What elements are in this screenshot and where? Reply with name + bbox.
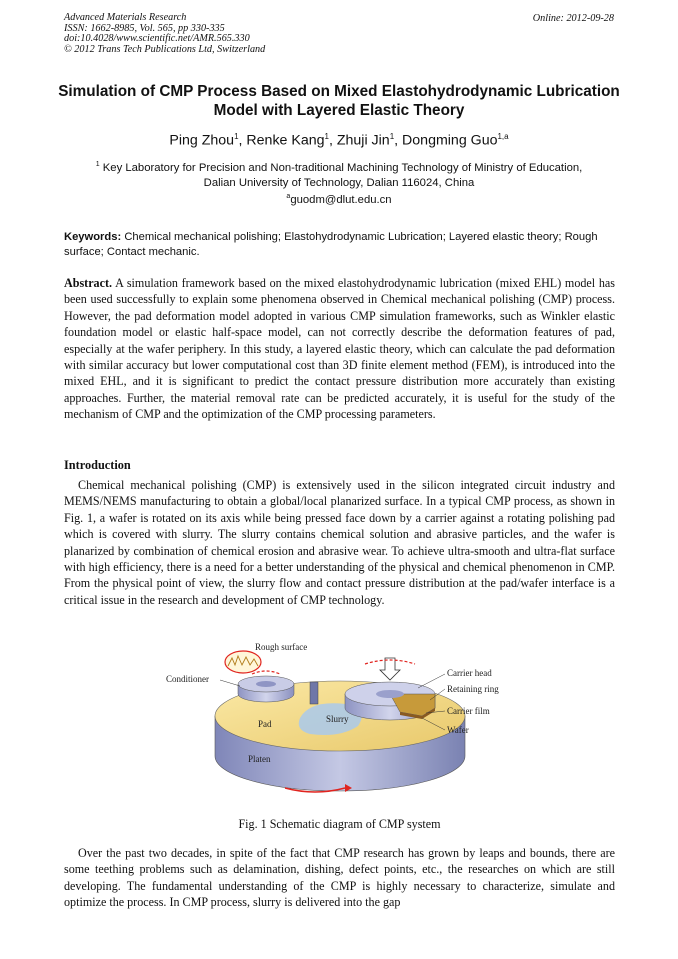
affiliation-line-1: Key Laboratory for Precision and Non-traditional Machining Technology of Ministry of Education, — [102, 161, 583, 174]
journal-issn: ISSN: 1662-8985, Vol. 565, pp 330-335 — [64, 22, 225, 34]
abstract-text: A simulation framework based on the mixed elastohydrodynamic lubrication (mixed EHL) model has been used successfully to explain some phenomena observed in Chemical mechanical polishing (CMP) process. However, the pad deformation model adopted in various CMP simulation frameworks, such as Winkler elastic foundation model or elastic half-space model, can not correctly describe the deformation features of pad, especially at the wafer periphery. In this study, a layered elastic theory, which can calculate the pad deformation with similar accuracy but lower computational cost than 3D finite element method (FEM), is introduced into the mixed EHL, and it is significant to predict the contact pressure distribution more accurately than existing approaches. Further, the material removal rate can be predicted accurately, it is useful for the study of the mechanism of CMP and the optimization of the CMP processing parameters. — [64, 276, 615, 422]
author-name: Renke Kang — [246, 132, 325, 149]
author-name: Ping Zhou — [169, 132, 235, 149]
rotation-arrow-icon — [252, 671, 280, 674]
author-list: Ping Zhou$^1$, Renke Kang$^1$, Zhuji Jin$^1$, Dongming Guo$^{1,a}$ — [169, 132, 509, 149]
author-name: Dongming Guo — [402, 132, 498, 149]
abstract-label: Abstract. — [64, 276, 113, 290]
intro-paragraph-2: Over the past two decades, in spite of the fact that CMP research has grown by leaps and bounds, there are some teething problems such as delamination, dishing, defect points, etc., the researches on which are still developing. The fundamental understanding of the CMP is highly necessary to characterize, simulate and optimize the process. In CMP process, slurry is delivered into the gap — [64, 846, 615, 910]
slurry-nozzle — [310, 682, 318, 704]
online-date: Online: 2012-09-28 — [532, 13, 614, 24]
email-address: guodm@dlut.edu.cn — [290, 193, 392, 206]
label-rough-surface: Rough surface — [255, 642, 308, 652]
label-retaining-ring: Retaining ring — [447, 684, 499, 694]
keywords — [64, 230, 616, 260]
label-wafer: Wafer — [447, 725, 469, 735]
author-affiliation-sup: 1 — [389, 132, 395, 141]
affiliation-sup: 1 — [95, 161, 100, 168]
author-affiliation-sup: 1,a — [497, 132, 509, 141]
label-slurry: Slurry — [326, 714, 349, 724]
label-pad: Pad — [258, 719, 272, 729]
journal-doi: doi:10.4028/www.scientific.net/AMR.565.330 — [64, 33, 250, 45]
keywords-text: Chemical mechanical polishing; Elastohydrodynamic Lubrication; Layered elastic theory; Rough surface; Contact mechanic. — [64, 231, 598, 258]
keywords-label: Keywords: — [64, 231, 122, 243]
abstract — [64, 275, 615, 423]
section-heading-introduction: Introduction — [64, 458, 131, 472]
label-carrier-head: Carrier head — [447, 668, 492, 678]
email-sup: a — [286, 193, 291, 200]
conditioner-hub — [256, 681, 276, 687]
label-carrier-film: Carrier film — [447, 706, 490, 716]
press-arrow-icon — [380, 658, 400, 680]
intro-paragraph-1: Chemical mechanical polishing (CMP) is extensively used in the silicon integrated circuit industry and MEMS/NEMS manufacturing to obtain a global/local planarized surface. In a typical CMP process, as shown in Fig. 1, a wafer is rotated on its axis while being pressed face down by a carrier against a rotating polishing pad which is covered with slurry. The slurry contains chemical solution and abrasive particles, and the wafer is planarized by combination of chemical erosion and abrasive wear. To achieve ultra-smooth and ultra-flat surface with high efficiency, there is a need for a better understanding of the physical and chemical phenomenon in CMP. From the physical point of view, the slurry flow and contact pressure distribution at the pad/wafer interface is a critical issue in the research and development of CMP technology. — [64, 478, 615, 607]
journal-header — [64, 13, 265, 55]
label-conditioner: Conditioner — [166, 674, 209, 684]
label-platen: Platen — [248, 754, 271, 764]
journal-copyright: © 2012 Trans Tech Publications Ltd, Switzerland — [64, 43, 266, 55]
cmp-schematic-figure — [160, 638, 520, 806]
author-email — [40, 193, 638, 206]
affiliation — [40, 157, 638, 191]
carrier-head-hub — [376, 690, 404, 698]
author-name: Zhuji Jin — [336, 132, 390, 149]
author-affiliation-sup: 1 — [324, 132, 329, 141]
author-affiliation-sup: 1 — [234, 132, 239, 141]
affiliation-line-2: Dalian University of Technology, Dalian 116024, China — [203, 176, 475, 189]
figure-caption: Fig. 1 Schematic diagram of CMP system — [238, 817, 441, 831]
journal-name: Advanced Materials Research — [64, 12, 187, 23]
paper-title: Simulation of CMP Process Based on Mixed Elastohydrodynamic Lubrication Model with Layered Elastic Theory — [58, 83, 620, 119]
